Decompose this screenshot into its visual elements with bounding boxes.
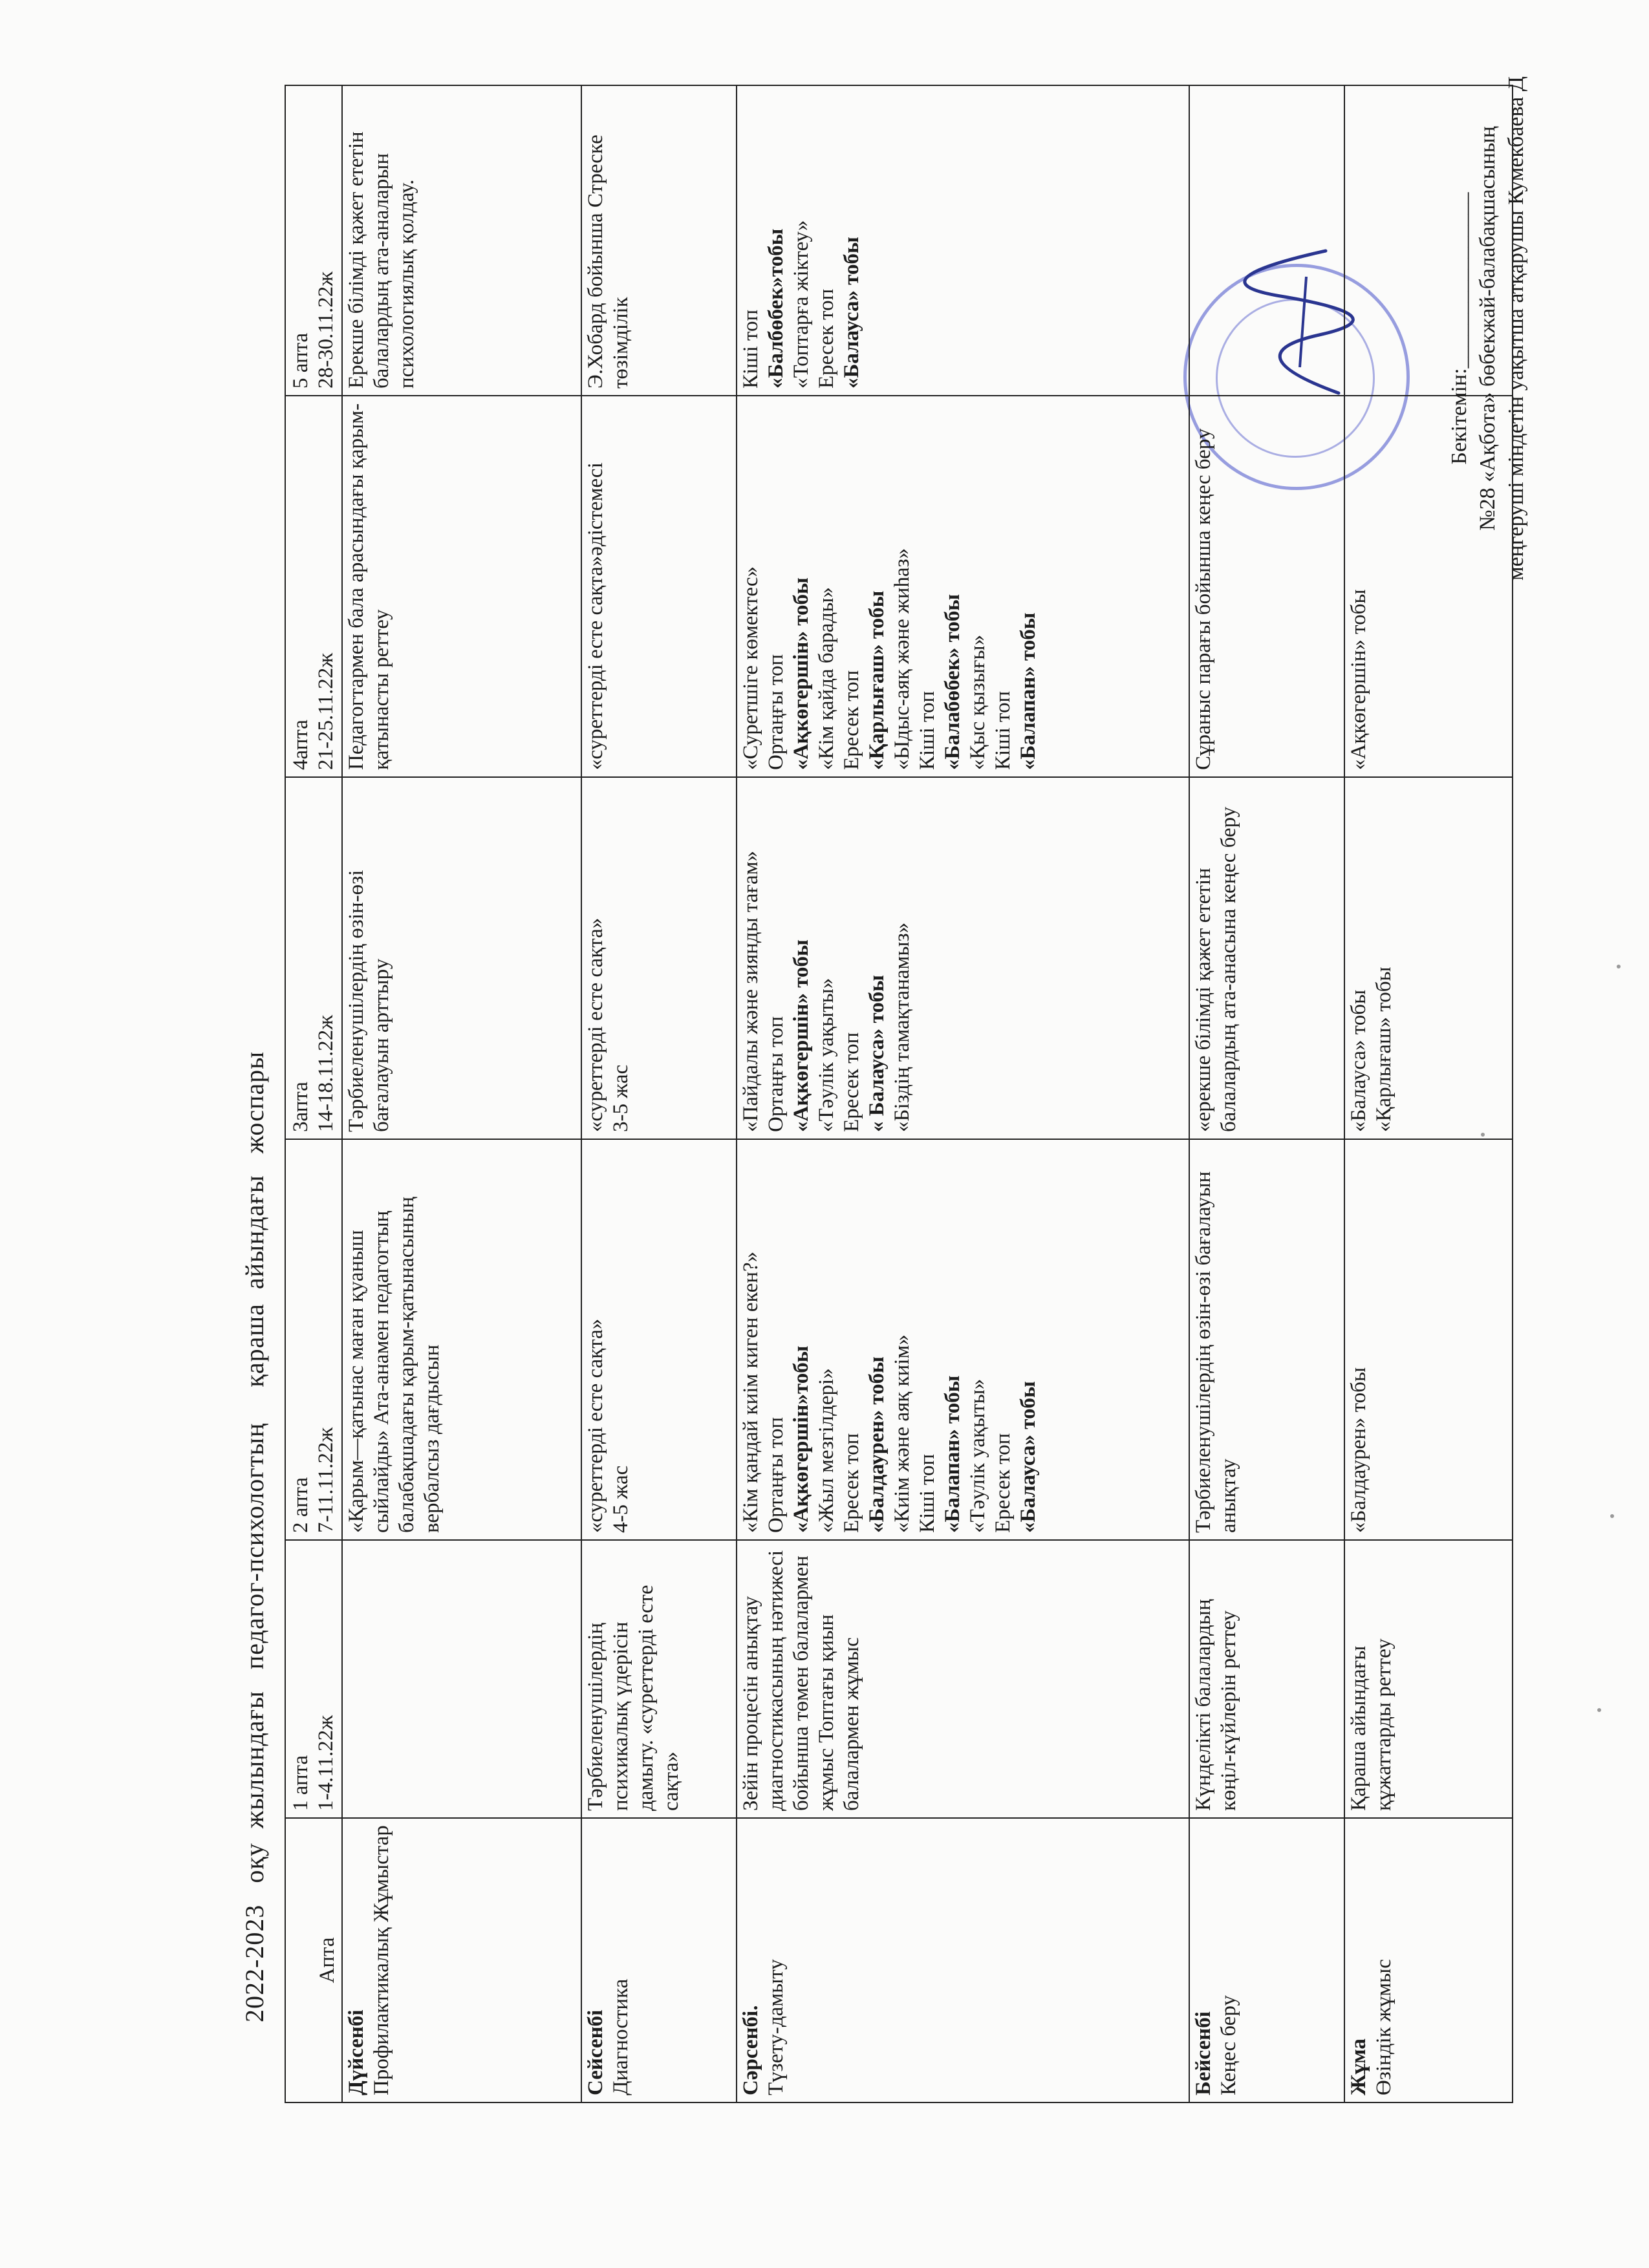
cell-monday-w5: Ерекше білімді қажет ететін балалардың ата-аналарын психологиялық қолдау. [342, 85, 581, 396]
cell-line: Кіші топ [916, 690, 939, 770]
cell-line: «Тәулік уақыты» [966, 1378, 989, 1533]
cell-friday-w3: «Балауса» тобы «Қарлығаш» тобы [1344, 777, 1513, 1139]
approval-line-2: №28 «Ақбота» бөбекжай-балабақшасының [1476, 126, 1500, 531]
cell-line: «Суретшіге көмектес» [739, 566, 762, 770]
cell-wednesday-w2 [737, 1139, 1189, 1540]
cell-wednesday-w1: Зейін процесін анықтау диагностикасының нәтижесі бойынша төмен балалармен жұмыс Топтағы қиын балалармен жұмыс [737, 1540, 1189, 1818]
cell-line: «Балапан» тобы [1017, 612, 1040, 770]
header-week-1: 1 апта 1-4.11.22ж [285, 1540, 342, 1818]
cell-line: «Балауса» тобы [840, 237, 863, 389]
cell-friday-w5 [1344, 85, 1513, 396]
cell-line: «Ақкөгершін» тобы [790, 577, 813, 770]
cell-line: Кіші топ [739, 309, 762, 389]
cell-line: Кіші топ [991, 690, 1015, 770]
row-label-wednesday: Сәрсенбі. Түзету-дамыту [737, 1818, 1189, 2102]
cell-friday-w2: «Балдаурен» тобы [1344, 1139, 1513, 1540]
cell-line: Ортаңғы топ [764, 654, 788, 770]
scan-speck [1597, 1708, 1601, 1712]
cell-friday-w4: «Ақкөгершін» тобы [1344, 396, 1513, 777]
cell-line: «Тәулік уақыты» [815, 978, 838, 1132]
cell-tuesday-w5: Э.Хобард бойынша Стреске төзімділік [581, 85, 737, 396]
cell-line: «Жыл мезгілдері» [815, 1368, 838, 1533]
cell-line: «Балбөбек»тобы [764, 228, 788, 389]
cell-tuesday-w3: «суреттерді есте сақта» 3-5 жас [581, 777, 737, 1139]
row-wednesday [737, 85, 1189, 2102]
row-thursday [1189, 85, 1344, 2102]
cell-line: Ересек топ [840, 1032, 863, 1132]
scan-speck [1481, 1133, 1485, 1137]
cell-wednesday-w3 [737, 777, 1189, 1139]
cell-line: «Топтарға жіктеу» [790, 220, 813, 389]
cell-line: «Қыс қызығы» [966, 634, 989, 770]
cell-line: «Балауса» тобы [1017, 1381, 1040, 1533]
row-label-tuesday: Сейсенбі Диагностика [581, 1818, 737, 2102]
cell-line: Кіші топ [916, 1453, 939, 1533]
document-title: 2022-2023 оқу жылындағы педагог-психологтың қараша айындағы жоспары [240, 1051, 269, 2022]
scan-speck [1610, 1514, 1614, 1518]
scan-speck [1617, 965, 1621, 968]
approval-line-1: Бекітемін:________________ [1447, 192, 1471, 465]
header-week-4: 4апта 21-25.11.22ж [285, 396, 342, 777]
cell-monday-w2: «Қарым—қатынас маған қуаныш сыйлайды» Ата-анамен педагогтың балабақшадағы қарым-қатынасының вербалсыз дағдысын [342, 1139, 581, 1540]
cell-line: «Кім қандай киім киген екен?» [739, 1251, 762, 1533]
cell-line: «Кім қайда барады» [815, 587, 838, 770]
cell-tuesday-w2: «суреттерді есте сақта» 4-5 жас [581, 1139, 737, 1540]
row-tuesday [581, 85, 737, 2102]
row-label-thursday: Бейсенбі Кеңес беру [1189, 1818, 1344, 2102]
cell-thursday-w1: Күнделікті балалардың көңіл-күйлерін реттеу [1189, 1540, 1344, 1818]
row-label-friday: Жұма Өзіндік жұмыс [1344, 1818, 1513, 2102]
cell-monday-w3: Тәрбиеленушілердің өзін-өзі бағалауын арттыру [342, 777, 581, 1139]
approval-line-3: меңгеруші міндетін уақытша атқарушы Кумекбаева Д [1504, 76, 1528, 581]
cell-line: «Біздің тамақтанамыз» [890, 922, 914, 1132]
cell-line: «Пайдалы және зиянды тағам» [739, 850, 762, 1132]
cell-line: «Киім және аяқ киім» [890, 1334, 914, 1533]
cell-line: Ересек топ [991, 1433, 1015, 1533]
cell-thursday-w3: «ерекше білімді қажет ететін балалардың ата-анасына кеңес беру [1189, 777, 1344, 1139]
cell-line: Ортаңғы топ [764, 1417, 788, 1533]
cell-line: «Ыдыс-аяқ және жиһаз» [890, 548, 914, 770]
cell-thursday-w2: Тәрбиеленушілердің өзін-өзі бағалауын анықтау [1189, 1139, 1344, 1540]
cell-line: Ересек топ [840, 670, 863, 770]
header-week-label: Апта [285, 1818, 342, 2102]
row-label-monday: Дүйсенбі Профилактикалық Жұмыстар [342, 1818, 581, 2102]
cell-line: Ересек топ [840, 1433, 863, 1533]
header-week-2: 2 апта 7-11.11.22ж [285, 1139, 342, 1540]
cell-line: «Ақкөгершін» тобы [790, 939, 813, 1132]
cell-line: Ересек топ [815, 288, 838, 389]
cell-line: «Қарлығаш» тобы [865, 590, 889, 770]
row-monday [342, 85, 581, 2102]
cell-line: Ортаңғы топ [764, 1016, 788, 1132]
cell-line: «Балдаурен» тобы [865, 1356, 889, 1533]
header-week-3: 3апта 14-18.11.22ж [285, 777, 342, 1139]
cell-line: « Балауса» тобы [865, 974, 889, 1132]
cell-line: «Ақкөгершін»тобы [790, 1345, 813, 1533]
cell-tuesday-w1: Тәрбиеленушілердің психикалық үдерісін дамыту. «суреттерді есте сақта» [581, 1540, 737, 1818]
cell-thursday-w5 [1189, 85, 1344, 396]
cell-friday-w1: Қараша айындағы құжаттарды реттеу [1344, 1540, 1513, 1818]
cell-tuesday-w4: «суреттерді есте сақта»әдістемесі [581, 396, 737, 777]
cell-wednesday-w4 [737, 396, 1189, 777]
cell-monday-w1 [342, 1540, 581, 1818]
header-week-5: 5 апта 28-30.11.22ж [285, 85, 342, 396]
cell-monday-w4: Педагогтармен бала арасындағы қарым-қатынасты реттеу [342, 396, 581, 777]
cell-wednesday-w5 [737, 85, 1189, 396]
cell-thursday-w4: Сұраныс парағы бойынша кеңес беру [1189, 396, 1344, 777]
row-friday [1344, 85, 1513, 2102]
cell-line: «Балабөбек» тобы [941, 594, 964, 770]
cell-line: «Балапан» тобы [941, 1375, 964, 1533]
plan-table [285, 85, 1513, 2103]
table-header-row [285, 85, 342, 2102]
